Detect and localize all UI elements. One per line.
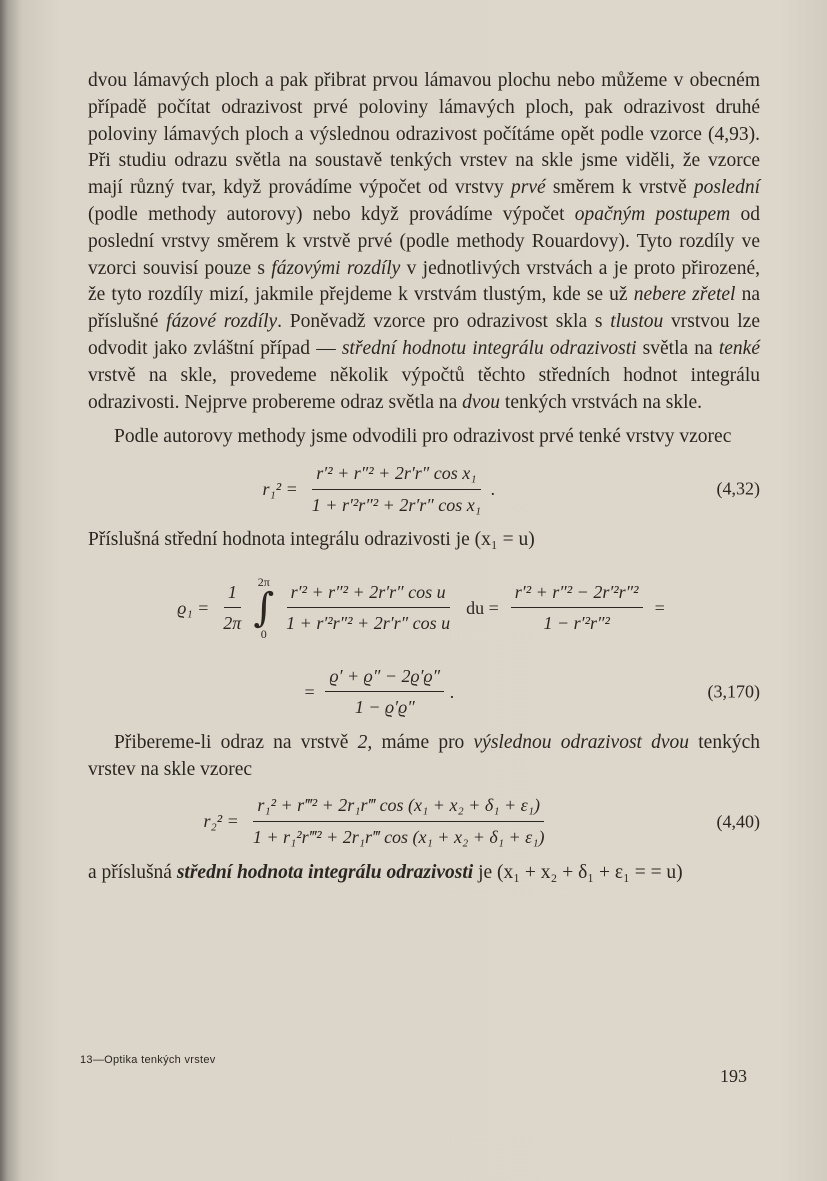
eq3-label: (3,170) (707, 681, 760, 702)
eq3-fraction: $\frac{ϱ' + ϱ'' - 2ϱ'ϱ''}{1 - ϱ'ϱ''}$ (325, 663, 444, 722)
eq2-prefactor: $\frac{1}{2\pi}$ (219, 579, 245, 638)
eq2-du: du = (466, 597, 499, 618)
eq3-lhs: = (303, 681, 316, 702)
eq1-fraction (308, 460, 485, 519)
integral-symbol: ∫ (253, 584, 275, 631)
equation-3-170 (88, 662, 760, 722)
paragraph-1: dvou lámavých ploch a pak přibrat prvou lámavou plochu nebo můžeme v obecném případě počítat odrazivost prvé poloviny lámavých ploch, pak odrazivost druhé poloviny lámavých ploch a výslednou odrazivost počítáme opět podle vzorce (4,93). Při studiu odrazu světla na soustavě tenkých vrstev na skle jsme viděli, že vzorce mají různý tvar, když provádíme výpočet od vrstvy prvé směrem k vrstvě poslední (podle methody autorovy) nebo když provádíme výpočet opačným postupem od poslední vrstvy směrem k vrstvě prvé (podle methody Rouardovy). Tyto rozdíly ve vzorci souvisí pouze s fázovými rozdíly v jednotlivých vrstvách a je proto přirozené, že tyto rozdíly mizí, jakmile přejdeme k vrstvám tlustým, kde se už nebere zřetel na příslušné fázové rozdíly. Poněvadž vzorce pro odrazivost skla s tlustou vrstvou lze odvodit jako zvláštní případ — střední hodnotu integrálu odrazivosti světla na tenké vrstvě na skle, provedeme několik výpočtů těchto středních hodnot integrálu odrazivosti. Nejprve probereme odraz světla na dvou tenkých vrstvách na skle. (88, 70, 761, 413)
eq4-fraction: $\frac{\text{r₁² + r‴² + 2r₁r‴ cos (x₁ + x₂ + δ₁ + ε₁)}}{\text{1 + r₁²r‴² + 2r₁r‴ cos (x₁ + x₂ + δ₁ + ε₁)}}$ (249, 792, 549, 851)
paragraph-5: a příslušná střední hodnota integrálu odrazivosti je (x₁ + x₂ + δ₁ + ε₁ = = u) (88, 861, 683, 883)
eq2-integrand: $\frac{\text{r′² + r″² + 2r′r″ cos u}}{\text{1 + r′²r″² + 2r′r″ cos u}}$ (282, 579, 454, 638)
integral-lower-limit: 0 (260, 626, 267, 641)
body-text (88, 68, 760, 886)
eq1-numerator: r′² + r″² + 2r′r″ cos x₁ (312, 460, 480, 490)
integral-sign (253, 576, 274, 640)
eq4-label: (4,40) (716, 811, 760, 832)
eq4-lhs: r₂² = (203, 811, 239, 832)
page-number: 193 (720, 1066, 747, 1086)
equation-4-40 (88, 792, 760, 852)
eq1-lhs: r₁² = (262, 478, 298, 499)
eq2-lhs: ϱ₁ = (177, 597, 210, 618)
equation-4-32 (88, 459, 760, 519)
paragraph-4: Přibereme-li odraz na vrstvě 2, máme pro výslednou odrazivost dvou tenkých vrstev na skle vzorec (88, 731, 760, 780)
signature-footer: 13—Optika tenkých vrstev (80, 1054, 216, 1066)
eq1-denominator: 1 + r′²r″² + 2r′r″ cos x₁ (311, 494, 482, 515)
eq1-label: (4,32) (716, 478, 760, 499)
eq2-result: $\frac{\text{r′² + r″² − 2r′²r″²}}{\text{1 − r′²r″²}}$ (511, 579, 643, 638)
integral-upper-limit: 2π (257, 574, 270, 589)
paragraph-2: Podle autorovy methody jsme odvodili pro odrazivost prvé tenké vrstvy vzorec (114, 426, 732, 448)
eq3-tail: . (450, 681, 455, 702)
equation-integral (88, 562, 760, 654)
paragraph-3: Příslušná střední hodnota integrálu odrazivosti je (x₁ = u) (88, 529, 535, 551)
eq1-tail: . (491, 478, 496, 499)
eq2-equals: = (654, 597, 665, 618)
